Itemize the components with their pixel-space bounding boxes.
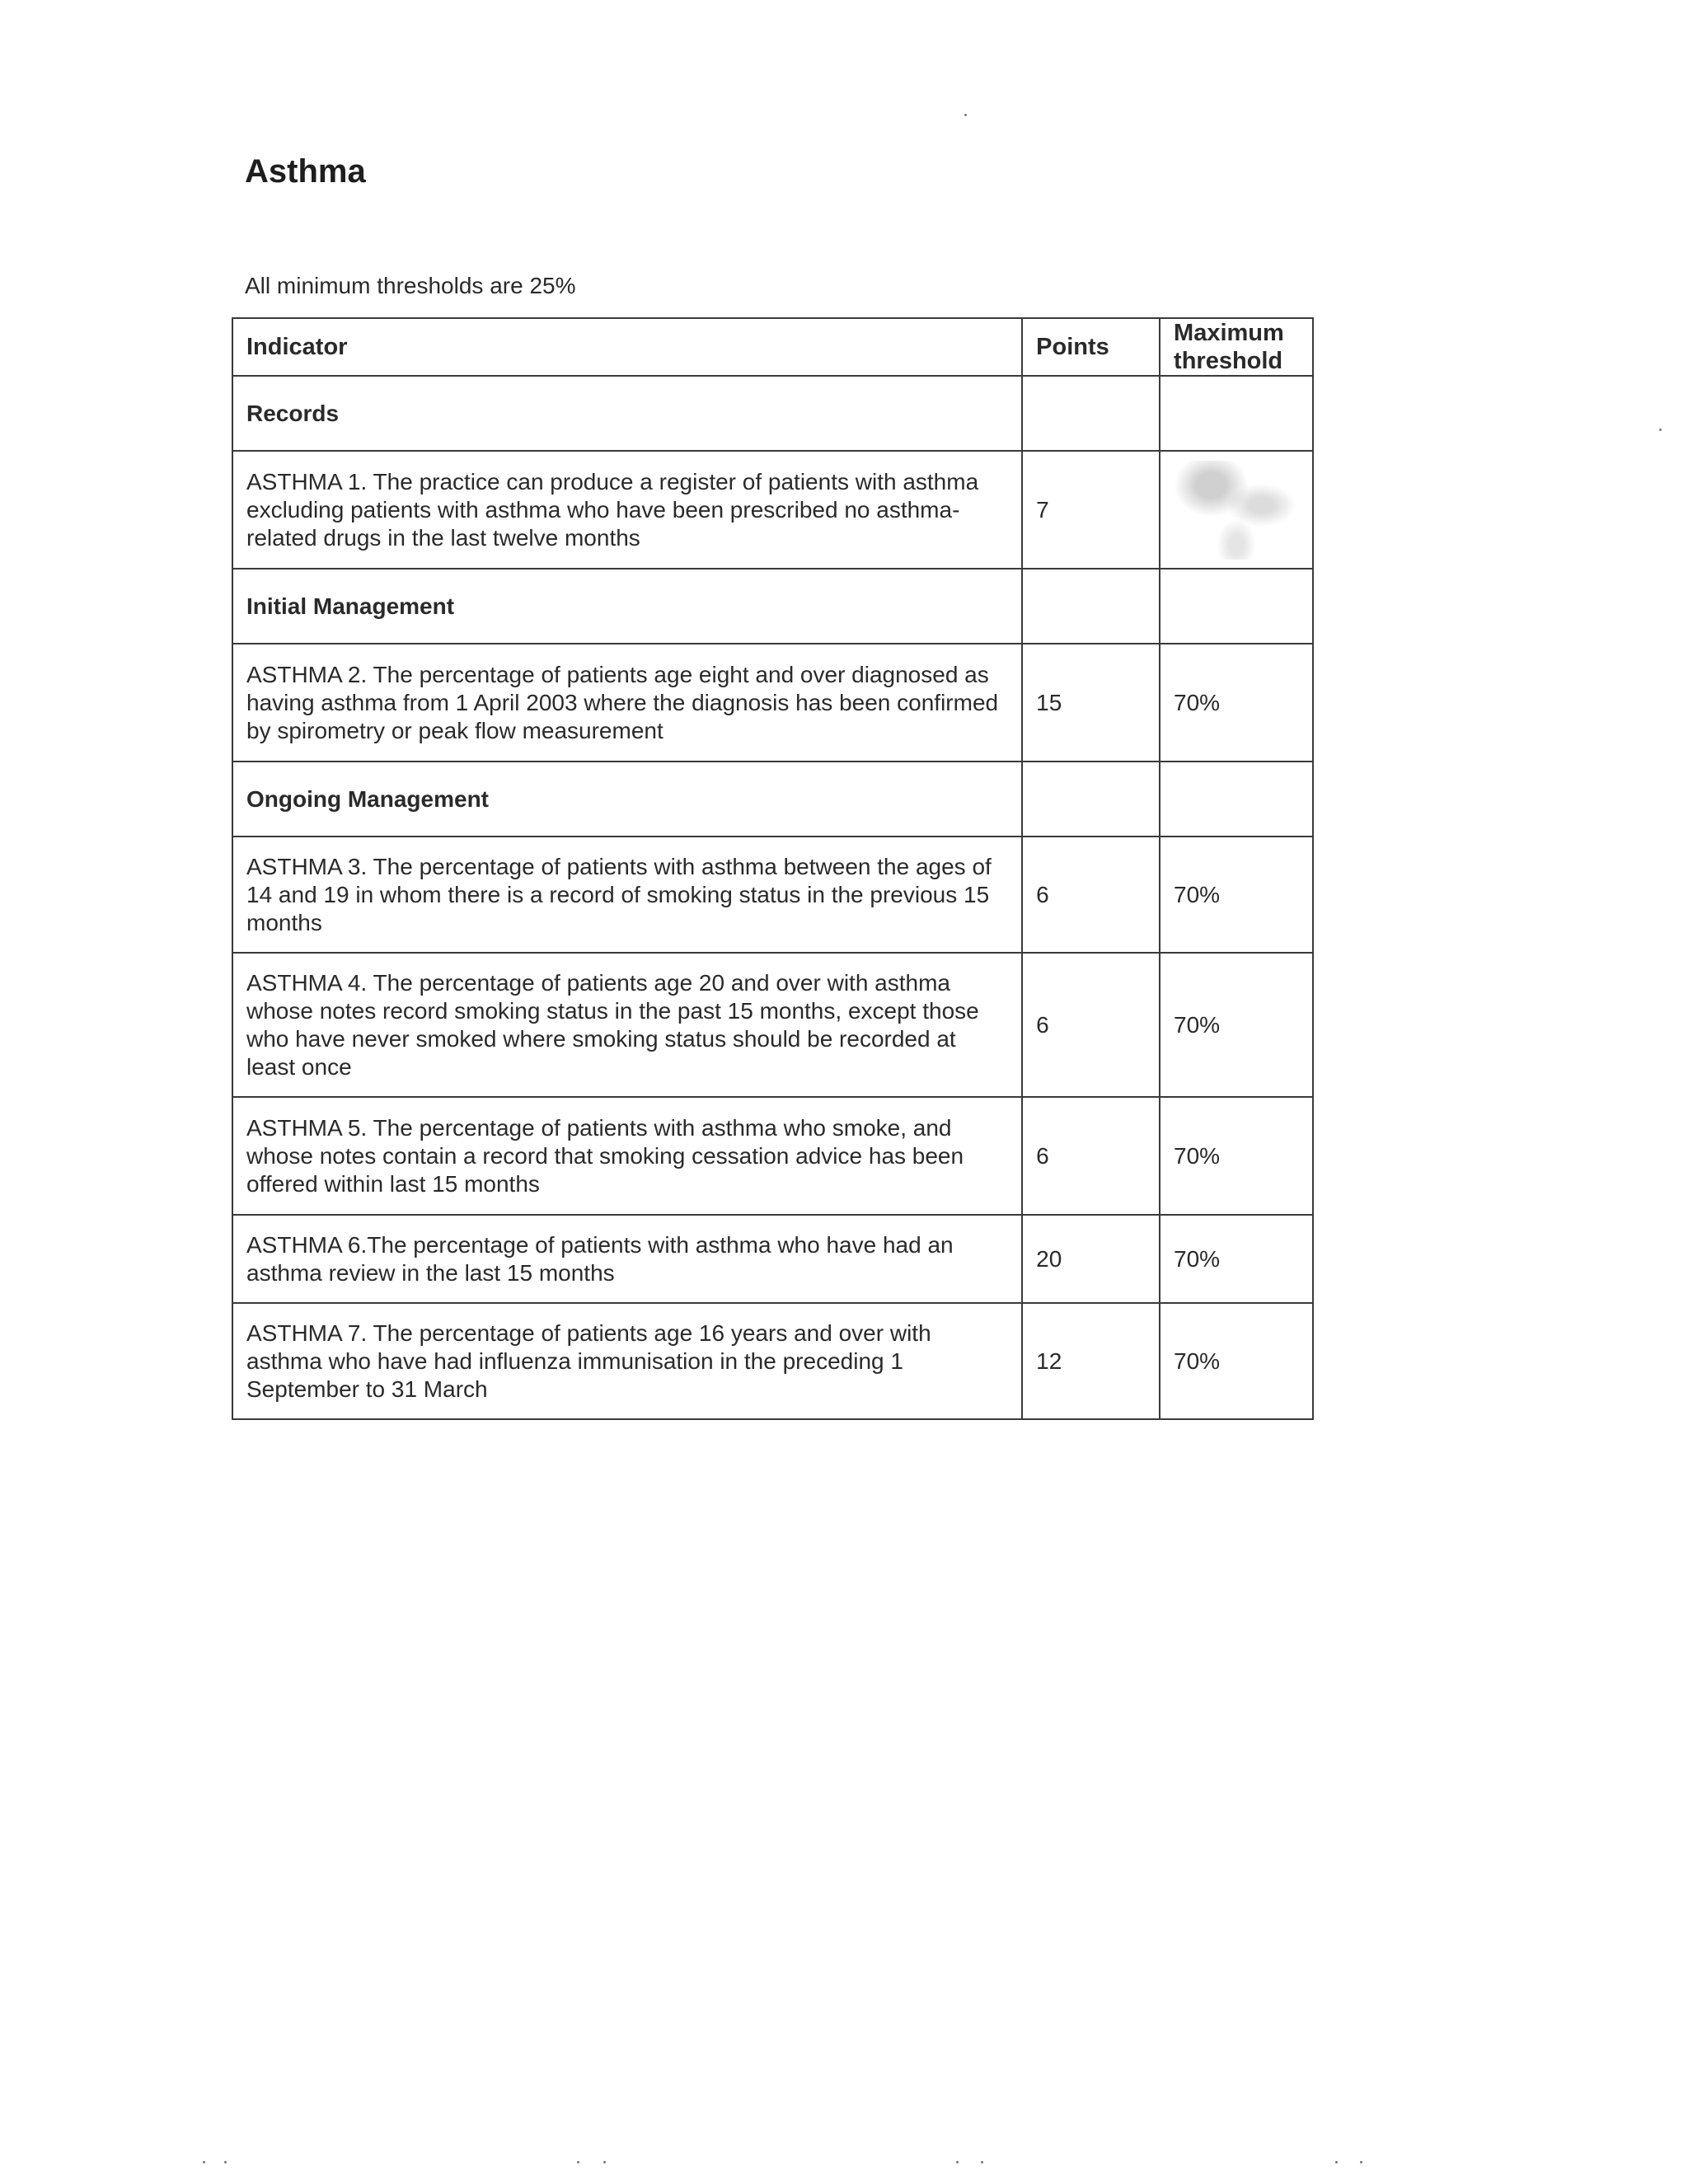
points-value: 15	[1022, 644, 1160, 762]
points-value: 6	[1022, 953, 1160, 1097]
table-header-row	[232, 318, 1313, 376]
header-indicator: Indicator	[232, 318, 1022, 376]
page-title: Asthma	[245, 153, 366, 190]
table-row	[232, 1215, 1313, 1303]
scan-speck	[224, 2161, 227, 2163]
scan-speck	[577, 2161, 579, 2163]
header-max-threshold: Maximum threshold	[1160, 318, 1313, 376]
threshold-value: 70%	[1160, 1303, 1313, 1419]
smudge-mark	[1174, 461, 1299, 560]
points-value: 7	[1022, 451, 1160, 569]
section-row-records	[232, 376, 1313, 451]
scan-speck	[203, 2161, 205, 2163]
section-row-ongoing-management	[232, 762, 1313, 837]
threshold-value: 70%	[1160, 1215, 1313, 1303]
section-label: Records	[232, 376, 1022, 451]
scan-speck	[1360, 2161, 1362, 2163]
section-threshold-empty	[1160, 376, 1313, 451]
indicator-text: ASTHMA 2. The percentage of patients age eight and over diagnosed as having asthma from 1 April 2003 where the diagnosis has been confirmed by spirometry or peak flow measurement	[232, 644, 1022, 762]
indicator-text: ASTHMA 1. The practice can produce a register of patients with asthma excluding patients with asthma who have been prescribed no asthma-related drugs in the last twelve months	[232, 451, 1022, 569]
section-label: Initial Management	[232, 569, 1022, 644]
threshold-value: 70%	[1160, 1097, 1313, 1215]
threshold-value: 70%	[1160, 953, 1313, 1097]
section-threshold-empty	[1160, 569, 1313, 644]
section-threshold-empty	[1160, 762, 1313, 837]
section-points-empty	[1022, 762, 1160, 837]
points-value: 12	[1022, 1303, 1160, 1419]
indicator-text: ASTHMA 4. The percentage of patients age 20 and over with asthma whose notes record smoking status in the past 15 months, except those who have never smoked where smoking status should be recorded at least once	[232, 953, 1022, 1097]
table-row	[232, 644, 1313, 762]
threshold-value: 70%	[1160, 837, 1313, 953]
points-value: 6	[1022, 837, 1160, 953]
table-row	[232, 953, 1313, 1097]
indicator-text: ASTHMA 7. The percentage of patients age 16 years and over with asthma who have had influenza immunisation in the preceding 1 September to 31 March	[232, 1303, 1022, 1419]
header-points: Points	[1022, 318, 1160, 376]
table-row	[232, 1303, 1313, 1419]
scan-speck	[956, 2161, 959, 2163]
section-points-empty	[1022, 569, 1160, 644]
threshold-note: All minimum thresholds are 25%	[245, 273, 576, 298]
indicator-text: ASTHMA 5. The percentage of patients with asthma who smoke, and whose notes contain a record that smoking cessation advice has been offered within last 15 months	[232, 1097, 1022, 1215]
section-points-empty	[1022, 376, 1160, 451]
scan-speck	[1335, 2161, 1338, 2163]
indicator-text: ASTHMA 6.The percentage of patients with asthma who have had an asthma review in the last 15 months	[232, 1215, 1022, 1303]
scan-speck	[603, 2161, 606, 2163]
section-row-initial-management	[232, 569, 1313, 644]
indicator-text: ASTHMA 3. The percentage of patients with asthma between the ages of 14 and 19 in whom there is a record of smoking status in the previous 15 months	[232, 837, 1022, 953]
section-label: Ongoing Management	[232, 762, 1022, 837]
table-row	[232, 451, 1313, 569]
scan-speck	[1659, 429, 1662, 431]
threshold-value: 70%	[1160, 644, 1313, 762]
indicators-table	[232, 317, 1314, 1420]
scan-speck	[964, 114, 967, 116]
table-row	[232, 837, 1313, 953]
scan-speck	[981, 2161, 983, 2163]
points-value: 6	[1022, 1097, 1160, 1215]
points-value: 20	[1022, 1215, 1160, 1303]
threshold-value	[1160, 451, 1313, 569]
table-row	[232, 1097, 1313, 1215]
